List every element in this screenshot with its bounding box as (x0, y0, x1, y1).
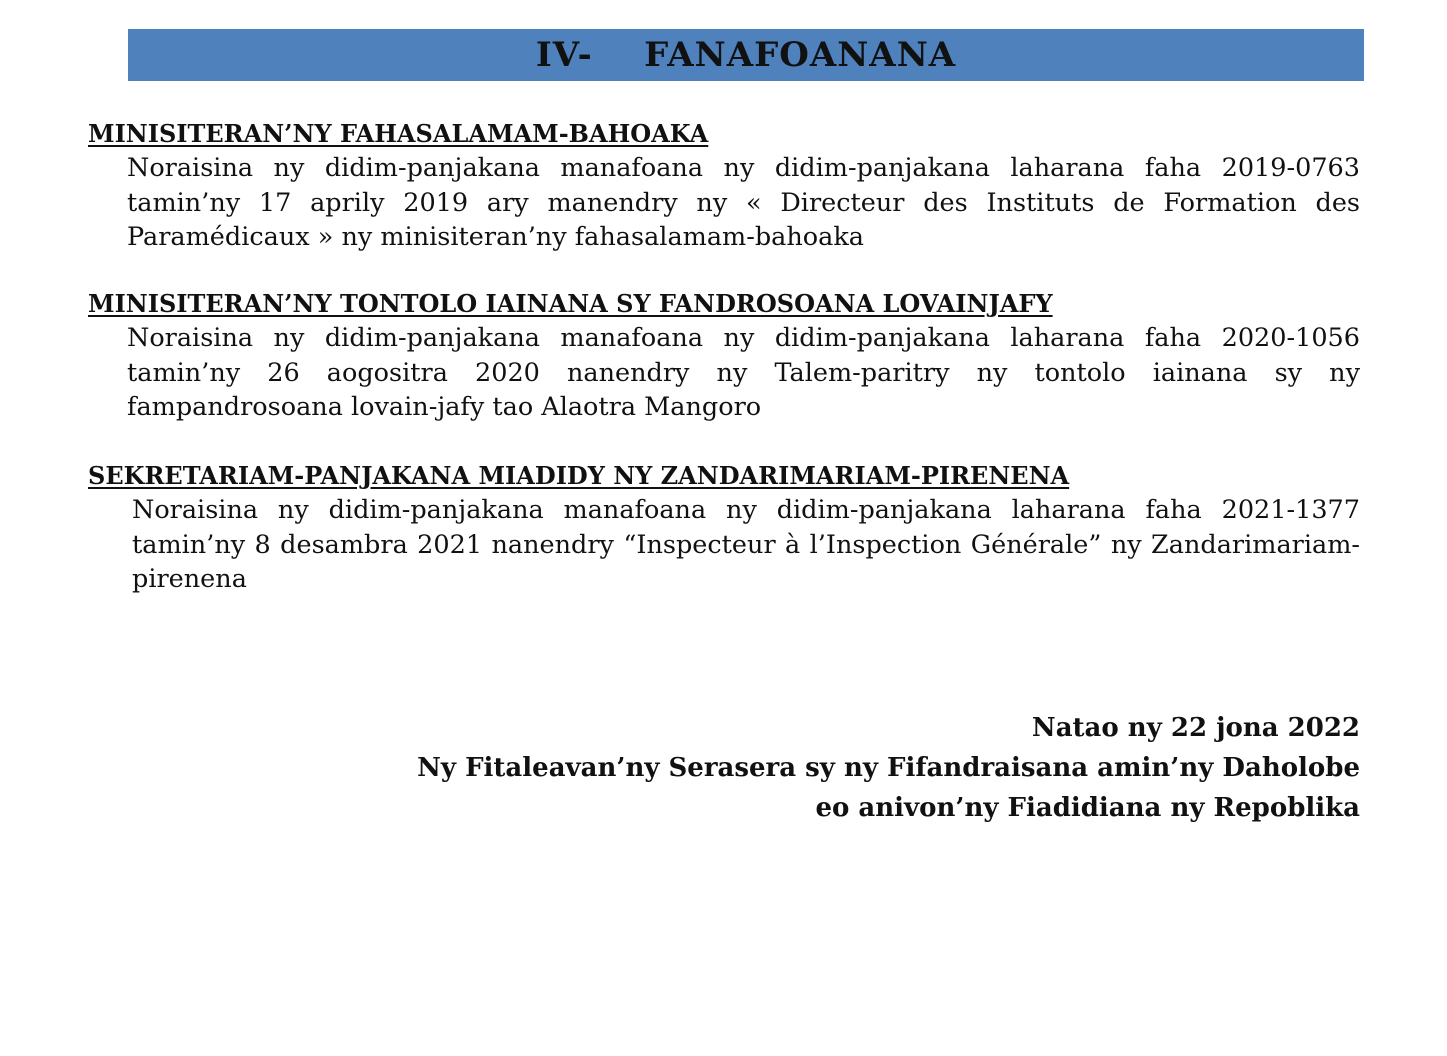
banner-title: IV- FANAFOANANA (535, 35, 957, 75)
signature-block (417, 708, 1360, 828)
section-gendarmerie-secretariat (88, 461, 1360, 597)
section-banner (128, 29, 1364, 81)
section-heading: MINISITERAN’NY TONTOLO IAINANA SY FANDROSOANA LOVAINJAFY (88, 289, 1053, 318)
signature-office: Ny Fitaleavan’ny Serasera sy ny Fifandraisana amin’ny Daholobe (417, 753, 1360, 783)
section-body: Noraisina ny didim-panjakana manafoana ny didim-panjakana laharana faha 2019-0763 tamin’ny 17 aprily 2019 ary manendry ny « Directeur des Instituts de Formation des Paramédicaux » ny minisiteran’ny fahasalamam-bahoaka (127, 153, 1360, 252)
section-body: Noraisina ny didim-panjakana manafoana ny didim-panjakana laharana faha 2020-1056 tamin’ny 26 aogositra 2020 nanendry ny Talem-paritry ny tontolo iainana sy ny fampandrosoana lovain-jafy tao Alaotra Mangoro (127, 323, 1360, 422)
section-heading: MINISITERAN’NY FAHASALAMAM-BAHOAKA (88, 119, 709, 148)
signature-date: Natao ny 22 jona 2022 (1031, 713, 1360, 743)
section-environment-ministry (88, 289, 1360, 425)
section-health-ministry (88, 119, 1360, 255)
section-heading: SEKRETARIAM-PANJAKANA MIADIDY NY ZANDARIMARIAM-PIRENENA (88, 461, 1070, 490)
signature-presidency: eo anivon’ny Fiadidiana ny Repoblika (815, 793, 1360, 823)
section-body: Noraisina ny didim-panjakana manafoana ny didim-panjakana laharana faha 2021-1377 tamin’ny 8 desambra 2021 nanendry “Inspecteur à l’Inspection Générale” ny Zandarimariam-pirenena (132, 495, 1360, 594)
